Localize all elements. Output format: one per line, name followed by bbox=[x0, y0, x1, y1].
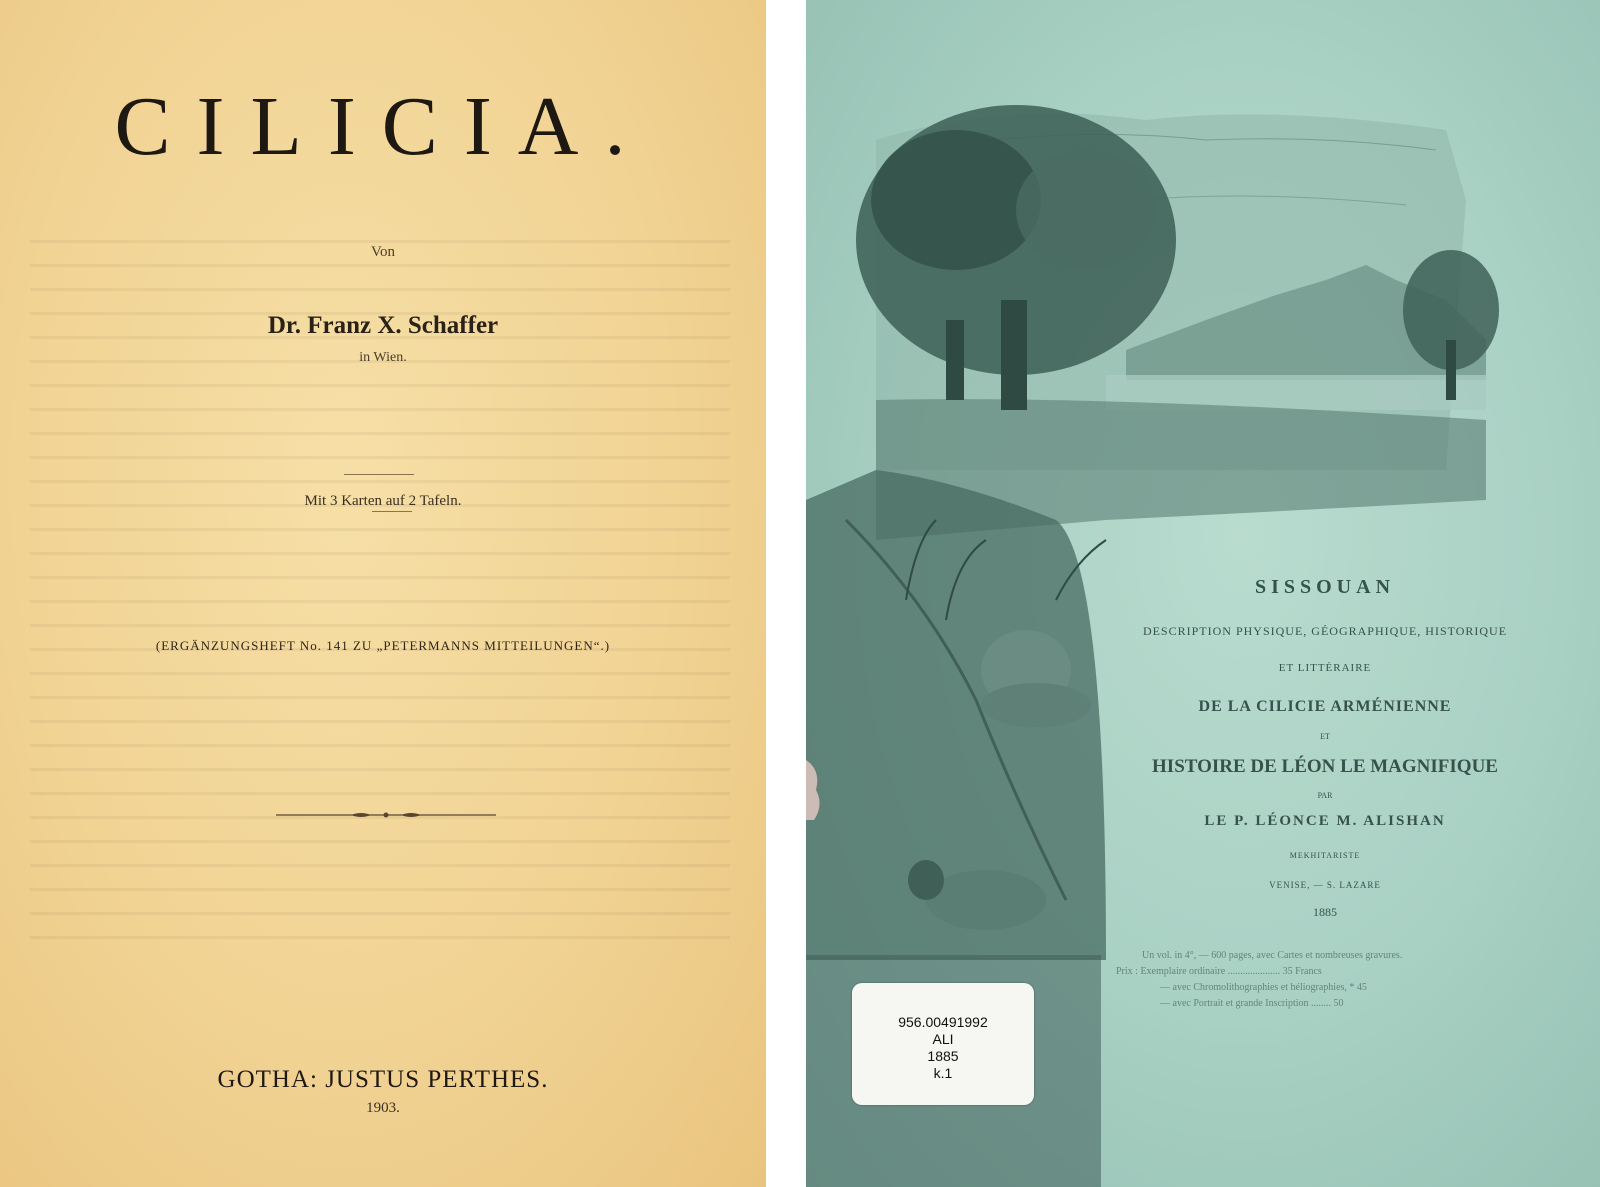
imprint-place: VENISE, — S. LAZARE bbox=[1269, 880, 1381, 890]
call-copy: k.1 bbox=[933, 1065, 953, 1081]
description-line-1: DESCRIPTION PHYSIQUE, GÉOGRAPHIQUE, HISTORIQUE bbox=[1142, 624, 1508, 638]
maps-note: Mit 3 Karten auf 2 Tafeln. bbox=[304, 493, 462, 509]
publication-year: 1885 bbox=[1313, 905, 1337, 919]
price-note-line: Prix : Exemplaire ordinaire ..................... 35 Francs bbox=[1116, 966, 1322, 977]
subject-title: DE LA CILICIE ARMÉNIENNE bbox=[1198, 698, 1452, 715]
publication-year: 1903. bbox=[366, 1100, 400, 1116]
series-note: (ERGÄNZUNGSHEFT No. 141 ZU „PETERMANNS MITTEILUNGEN“.) bbox=[155, 638, 611, 653]
call-number: 956.00491992 bbox=[898, 1014, 988, 1030]
book-title: CILICIA. bbox=[114, 80, 652, 173]
library-call-number-label bbox=[852, 983, 1034, 1105]
call-author-code: ALI bbox=[932, 1031, 954, 1047]
ornament-rule bbox=[276, 810, 496, 820]
book-title: SISSOUAN bbox=[1254, 576, 1396, 598]
call-year: 1885 bbox=[927, 1048, 959, 1064]
publisher: GOTHA: JUSTUS PERTHES. bbox=[217, 1066, 549, 1093]
divider-rule-bottom bbox=[372, 511, 412, 512]
cilicia-title-page bbox=[0, 0, 766, 1187]
author-name: LE P. LÉONCE M. ALISHAN bbox=[1204, 813, 1446, 829]
second-subject-title: HISTOIRE DE LÉON LE MAGNIFIQUE bbox=[1152, 756, 1498, 777]
conjunction: ET bbox=[1320, 732, 1330, 741]
description-line-2: ET LITTÉRAIRE bbox=[1278, 662, 1372, 674]
author-order: MEKHITARISTE bbox=[1289, 851, 1361, 860]
author-place: in Wien. bbox=[359, 350, 407, 365]
price-note-line: Un vol. in 4°, — 600 pages, avec Cartes et nombreuses gravures. bbox=[1142, 950, 1403, 961]
author-name: Dr. Franz X. Schaffer bbox=[267, 312, 499, 339]
by-label: PAR bbox=[1317, 791, 1333, 800]
price-note-line: — avec Portrait et grande Inscription ........ 50 bbox=[1160, 998, 1344, 1009]
price-note-line: — avec Chromolithographies et héliographies, * 45 bbox=[1160, 982, 1367, 993]
divider-rule-top bbox=[344, 474, 414, 475]
by-label: Von bbox=[371, 244, 395, 260]
